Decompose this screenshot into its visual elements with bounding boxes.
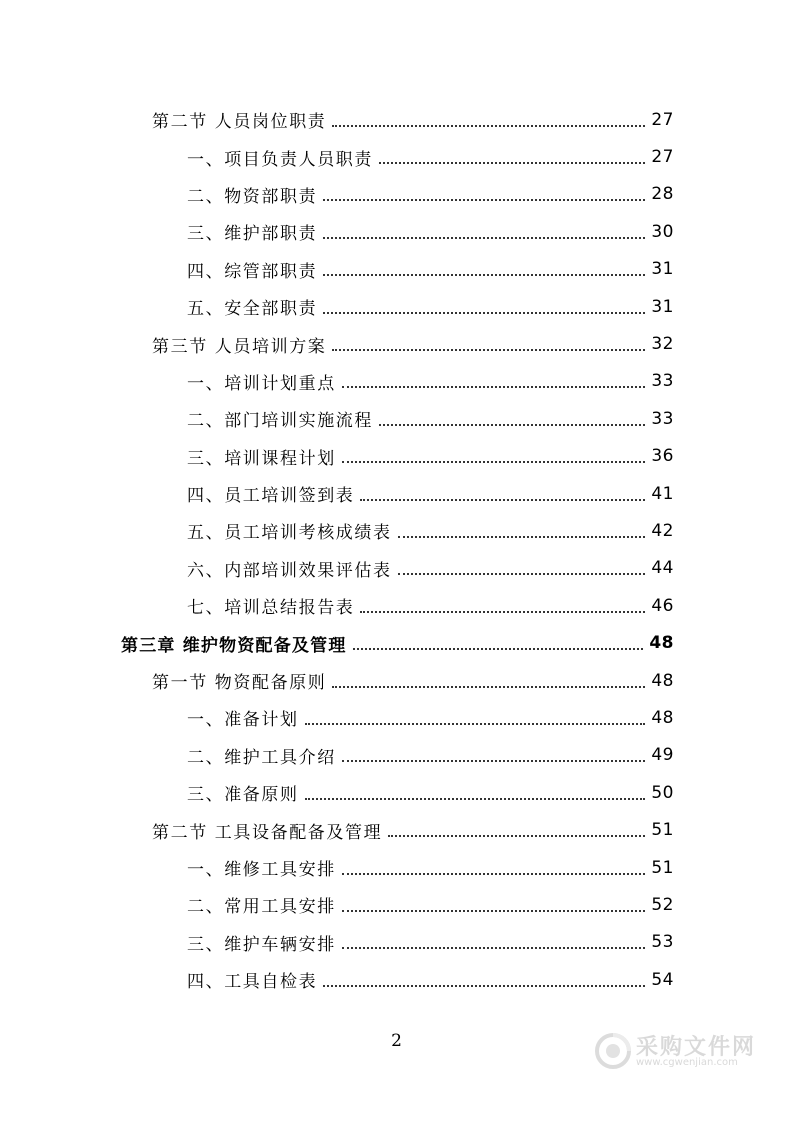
toc-leader-dots xyxy=(342,947,646,949)
toc-leader-dots xyxy=(353,648,644,650)
toc-entry-label: 一、维修工具安排 xyxy=(187,855,336,880)
toc-leader-dots xyxy=(332,349,645,351)
toc-entry-label: 五、员工培训考核成绩表 xyxy=(187,518,392,543)
toc-leader-dots xyxy=(342,760,646,762)
toc-leader-dots xyxy=(342,910,646,912)
toc-entry[interactable] xyxy=(0,438,793,475)
toc-entry[interactable] xyxy=(0,213,793,250)
watermark-logo xyxy=(594,1026,784,1076)
toc-entry-page: 51 xyxy=(651,857,674,878)
toc-entry-label: 一、培训计划重点 xyxy=(187,369,336,394)
toc-entry-page: 41 xyxy=(651,483,674,504)
toc-entry[interactable] xyxy=(0,325,793,362)
toc-leader-dots xyxy=(379,424,645,426)
toc-entry-label: 三、维护部职责 xyxy=(187,219,317,244)
toc-leader-dots xyxy=(323,199,645,201)
toc-entry[interactable] xyxy=(0,699,793,736)
watermark-url: www.cgwenjian.com xyxy=(636,1057,738,1068)
toc-entry[interactable] xyxy=(0,475,793,512)
toc-leader-dots xyxy=(342,873,646,875)
toc-entry[interactable] xyxy=(0,101,793,138)
toc-leader-dots xyxy=(305,798,646,800)
toc-entry-label: 四、工具自检表 xyxy=(187,967,317,992)
toc-entry[interactable] xyxy=(0,363,793,400)
toc-entry[interactable] xyxy=(0,961,793,998)
toc-entry-label: 四、综管部职责 xyxy=(187,257,317,282)
toc-entry-label: 四、员工培训签到表 xyxy=(187,481,354,506)
toc-leader-dots xyxy=(323,237,645,239)
toc-leader-dots xyxy=(398,573,646,575)
toc-entry-page: 51 xyxy=(651,820,674,841)
toc-entry[interactable] xyxy=(0,849,793,886)
toc-entry-page: 33 xyxy=(651,408,674,429)
toc-entry-page: 27 xyxy=(651,147,674,168)
toc-entry[interactable] xyxy=(0,587,793,624)
toc-entry-page: 48 xyxy=(649,633,674,654)
toc-entry[interactable] xyxy=(0,662,793,699)
toc-entry-page: 46 xyxy=(651,595,674,616)
toc-leader-dots xyxy=(342,461,646,463)
toc-entry-page: 28 xyxy=(651,184,674,205)
toc-entry-label: 第三章 维护物资配备及管理 xyxy=(121,631,347,656)
toc-entry-label: 三、准备原则 xyxy=(187,780,299,805)
toc-entry[interactable] xyxy=(0,737,793,774)
toc-entry[interactable] xyxy=(0,924,793,961)
toc-entry-page: 48 xyxy=(651,670,674,691)
toc-leader-dots xyxy=(388,835,645,837)
toc-leader-dots xyxy=(323,274,645,276)
toc-entry-label: 一、准备计划 xyxy=(187,705,299,730)
toc-entry[interactable] xyxy=(0,251,793,288)
toc-entry-page: 30 xyxy=(651,221,674,242)
toc-entry-label: 二、常用工具安排 xyxy=(187,892,336,917)
toc-leader-dots xyxy=(342,386,646,388)
toc-entry-label: 五、安全部职责 xyxy=(187,294,317,319)
toc-entry-page: 50 xyxy=(651,782,674,803)
toc-leader-dots xyxy=(323,312,645,314)
toc-leader-dots xyxy=(332,686,645,688)
toc-entry-page: 53 xyxy=(651,932,674,953)
toc-entry-page: 54 xyxy=(651,969,674,990)
watermark-text: 采购文件网 xyxy=(636,1035,757,1060)
toc-entry-page: 52 xyxy=(651,894,674,915)
toc-entry-page: 49 xyxy=(651,745,674,766)
toc-entry-label: 六、内部培训效果评估表 xyxy=(187,556,392,581)
toc-entry[interactable] xyxy=(0,624,793,661)
toc-entry-label: 二、维护工具介绍 xyxy=(187,743,336,768)
toc-entry-label: 第三节 人员培训方案 xyxy=(152,332,326,357)
toc-entry-page: 44 xyxy=(651,558,674,579)
toc-leader-dots xyxy=(360,499,645,501)
toc-entry[interactable] xyxy=(0,400,793,437)
toc-entry[interactable] xyxy=(0,774,793,811)
toc-entry-page: 36 xyxy=(651,446,674,467)
toc-entry-label: 第二节 人员岗位职责 xyxy=(152,107,326,132)
toc-entry[interactable] xyxy=(0,512,793,549)
page-number: 2 xyxy=(391,1031,402,1051)
toc-entry-label: 二、物资部职责 xyxy=(187,182,317,207)
toc-entry-label: 三、维护车辆安排 xyxy=(187,930,336,955)
toc-leader-dots xyxy=(305,723,646,725)
toc-entry-page: 48 xyxy=(651,707,674,728)
logo-mark-icon xyxy=(594,1032,632,1070)
table-of-contents xyxy=(0,101,793,998)
toc-entry[interactable] xyxy=(0,288,793,325)
toc-entry-page: 27 xyxy=(651,109,674,130)
toc-entry-page: 31 xyxy=(651,296,674,317)
toc-entry[interactable] xyxy=(0,550,793,587)
toc-entry[interactable] xyxy=(0,176,793,213)
toc-entry[interactable] xyxy=(0,138,793,175)
toc-entry[interactable] xyxy=(0,811,793,848)
toc-entry-page: 31 xyxy=(651,259,674,280)
toc-leader-dots xyxy=(398,536,646,538)
toc-entry-label: 二、部门培训实施流程 xyxy=(187,406,373,431)
toc-entry-label: 第二节 工具设备配备及管理 xyxy=(152,818,382,843)
toc-entry-label: 七、培训总结报告表 xyxy=(187,593,354,618)
toc-entry-label: 一、项目负责人员职责 xyxy=(187,145,373,170)
toc-leader-dots xyxy=(323,985,645,987)
toc-leader-dots xyxy=(379,162,645,164)
toc-entry-page: 33 xyxy=(651,371,674,392)
toc-entry[interactable] xyxy=(0,886,793,923)
toc-leader-dots xyxy=(332,125,645,127)
toc-entry-label: 三、培训课程计划 xyxy=(187,444,336,469)
toc-leader-dots xyxy=(360,611,645,613)
toc-entry-page: 42 xyxy=(651,520,674,541)
toc-entry-label: 第一节 物资配备原则 xyxy=(152,668,326,693)
toc-entry-page: 32 xyxy=(651,334,674,355)
